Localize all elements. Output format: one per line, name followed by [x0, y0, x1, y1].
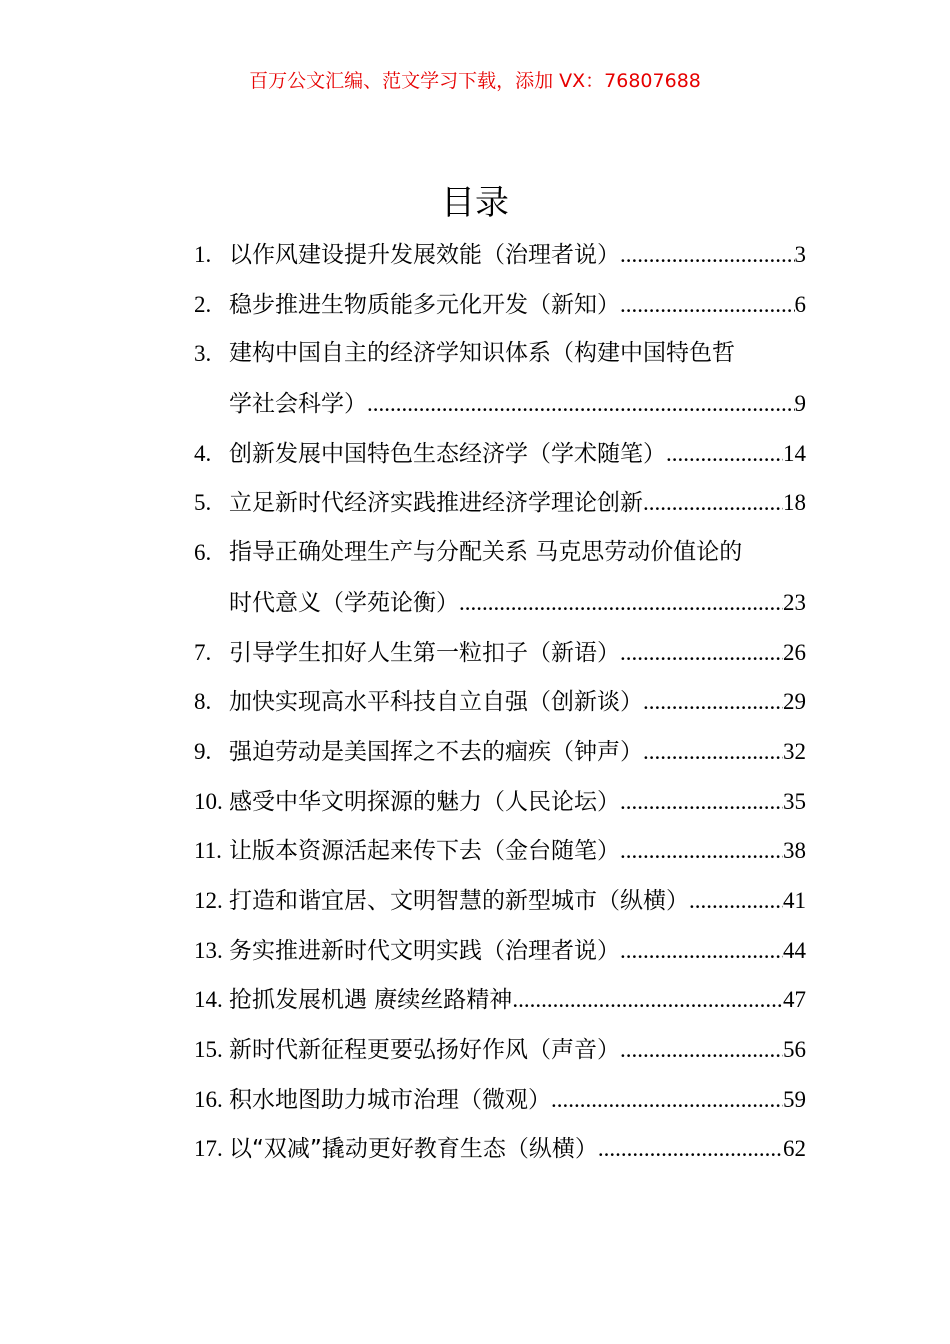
toc-entry-9[interactable]	[194, 727, 806, 777]
toc-entry-page: 9	[794, 391, 806, 417]
toc-entry-8[interactable]	[194, 677, 806, 727]
toc-entry-title: 立足新时代经济实践推进经济学理论创新	[229, 490, 643, 517]
toc-entry-page: 23	[783, 589, 806, 615]
toc-entry-page: 29	[783, 689, 806, 715]
toc-entry-16[interactable]	[194, 1075, 806, 1125]
toc-entry-5[interactable]	[194, 478, 806, 528]
toc-entry-number: 3.	[194, 341, 212, 367]
toc-entry-4[interactable]	[194, 429, 806, 479]
toc-entry-title-line-2: 学社会科学）	[229, 391, 367, 418]
dot-leader	[620, 230, 795, 280]
toc-entry-1[interactable]	[194, 230, 806, 280]
toc-entry-6[interactable]	[194, 528, 806, 627]
toc-entry-title: 打造和谐宜居、文明智慧的新型城市（纵横）	[229, 887, 689, 914]
dot-leader	[666, 429, 783, 479]
toc-entry-title: 稳步推进生物质能多元化开发（新知）	[229, 291, 620, 318]
toc-entry-3[interactable]	[194, 329, 806, 428]
dot-leader	[551, 1075, 783, 1125]
toc-entry-number: 9.	[194, 738, 212, 764]
toc-entry-title: 让版本资源活起来传下去（金台随笔）	[229, 838, 620, 865]
toc-entry-title: 以“双减”撬动更好教育生态（纵横）	[229, 1136, 598, 1163]
toc-entry-number: 14.	[194, 987, 223, 1013]
toc-entry-title: 强迫劳动是美国挥之不去的痼疾（钟声）	[229, 738, 643, 765]
toc-entry-number: 1.	[194, 242, 212, 267]
toc-entry-number: 8.	[194, 689, 212, 715]
toc-entry-14[interactable]	[194, 975, 806, 1025]
dot-leader	[643, 677, 783, 727]
toc-entry-title-line-1: 建构中国自主的经济学知识体系（构建中国特色哲	[229, 340, 735, 367]
toc-entry-title: 引导学生扣好人生第一粒扣子（新语）	[229, 639, 620, 666]
toc-entry-page: 47	[783, 987, 806, 1013]
toc-entry-page: 32	[783, 738, 806, 764]
dot-leader	[512, 975, 783, 1025]
dot-leader	[367, 379, 795, 429]
toc-entry-page: 38	[783, 838, 806, 864]
dot-leader	[620, 826, 783, 876]
toc-entry-title: 加快实现高水平科技自立自强（创新谈）	[229, 689, 643, 716]
toc-entry-7[interactable]	[194, 628, 806, 678]
toc-entry-number: 7.	[194, 639, 212, 665]
toc-entry-number: 16.	[194, 1086, 223, 1112]
toc-entry-page: 41	[783, 887, 806, 913]
toc-entry-page: 26	[783, 639, 806, 665]
toc-entry-number: 12.	[194, 887, 223, 913]
toc-entry-17[interactable]	[194, 1124, 806, 1174]
toc-entry-number: 13.	[194, 937, 223, 963]
toc-entry-12[interactable]	[194, 876, 806, 926]
toc-entry-11[interactable]	[194, 826, 806, 876]
toc-title: 目录	[441, 183, 509, 223]
toc-entry-title: 感受中华文明探源的魅力（人民论坛）	[229, 788, 620, 815]
toc-entry-title: 抢抓发展机遇 赓续丝路精神	[229, 987, 513, 1014]
toc-entry-number: 2.	[194, 291, 212, 317]
toc-entry-page: 56	[783, 1037, 806, 1063]
toc-entry-2[interactable]	[194, 280, 806, 330]
toc-entry-title: 创新发展中国特色生态经济学（学术随笔）	[229, 440, 666, 467]
dot-leader	[620, 628, 783, 678]
toc-entry-13[interactable]	[194, 926, 806, 976]
dot-leader	[620, 777, 783, 827]
toc-entry-number: 4.	[194, 440, 212, 466]
toc-entry-title: 新时代新征程更要弘扬好作风（声音）	[229, 1037, 620, 1064]
toc-entry-page: 44	[783, 937, 806, 963]
toc-entry-number: 6.	[194, 540, 212, 566]
toc-entry-page: 14	[783, 440, 806, 466]
table-of-contents	[194, 230, 806, 1174]
dot-leader	[598, 1124, 783, 1174]
dot-leader	[689, 876, 783, 926]
toc-entry-page: 62	[783, 1136, 806, 1162]
dot-leader	[620, 1025, 783, 1075]
toc-entry-number: 17.	[194, 1136, 223, 1162]
toc-entry-title: 以作风建设提升发展效能（治理者说）	[229, 242, 620, 268]
dot-leader	[459, 578, 783, 628]
toc-entry-page: 3	[794, 242, 806, 267]
toc-entry-number: 10.	[194, 788, 223, 814]
toc-entry-number: 5.	[194, 490, 212, 516]
toc-entry-title-line-1: 指导正确处理生产与分配关系 马克思劳动价值论的	[229, 539, 743, 566]
toc-entry-title: 积水地图助力城市治理（微观）	[229, 1086, 551, 1113]
dot-leader	[620, 926, 783, 976]
toc-entry-number: 15.	[194, 1037, 223, 1063]
dot-leader	[620, 280, 795, 330]
toc-entry-title: 务实推进新时代文明实践（治理者说）	[229, 937, 620, 964]
toc-entry-number: 11.	[194, 838, 222, 864]
toc-entry-page: 18	[783, 490, 806, 516]
toc-entry-10[interactable]	[194, 777, 806, 827]
dot-leader	[643, 478, 783, 528]
header-watermark-note: 百万公文汇编、范文学习下载，添加 VX：76807688	[249, 70, 701, 92]
toc-entry-title-line-2: 时代意义（学苑论衡）	[229, 589, 459, 616]
toc-entry-page: 35	[783, 788, 806, 814]
toc-entry-page: 6	[794, 291, 806, 317]
dot-leader	[643, 727, 783, 777]
toc-entry-page: 59	[783, 1086, 806, 1112]
toc-entry-15[interactable]	[194, 1025, 806, 1075]
